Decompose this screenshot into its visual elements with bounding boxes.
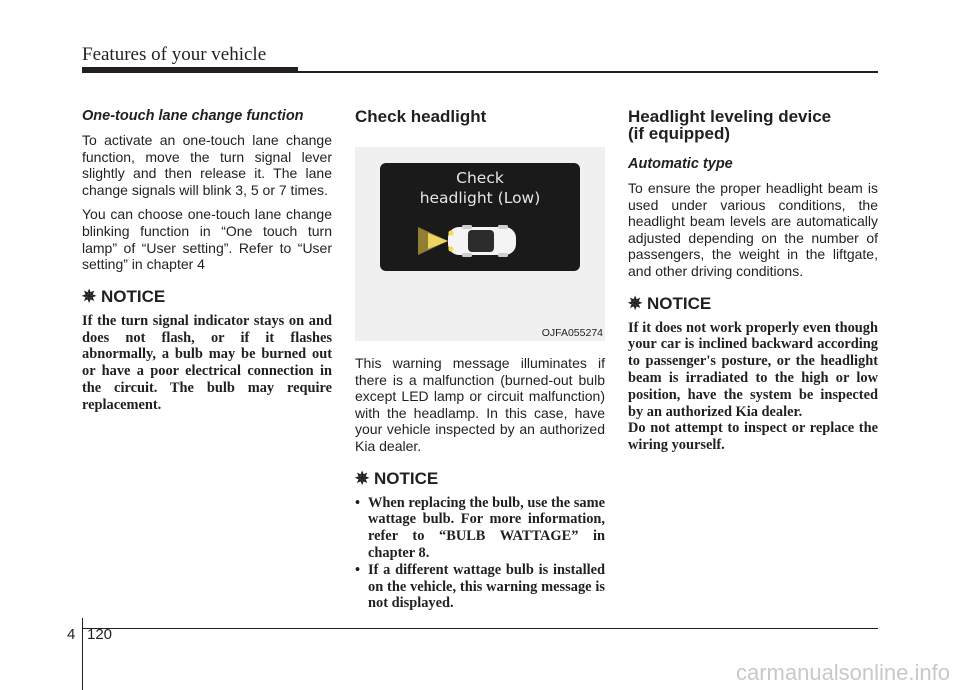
paragraph-beam-levels: To ensure the proper headlight beam is used under various conditions, the headlight beam levels are automatically adjusted depending on the number of passengers, the weight in the liftgate, and other driving conditions. <box>628 180 878 279</box>
heading-line-2: (if equipped) <box>628 124 730 143</box>
notice-text-inspect: If it does not work properly even though your car is inclined backward according to passenger's posture, or the headlight beam is irradiated to the high or low position, have the system be inspected by an authorized Kia dealer. <box>628 319 878 420</box>
column-middle <box>355 108 605 612</box>
heading-check-headlight: Check headlight <box>355 107 487 126</box>
subheading-automatic-type: Automatic type <box>628 156 733 172</box>
paragraph-warning-message: This warning message illuminates if there is a malfunction (burned-out bulb except LED lamp or circuit malfunction) with the headlamp. In this case, have your vehicle inspected by an authorized Kia dealer. <box>355 355 605 454</box>
notice-text: If the turn signal indicator stays on and does not flash, or if it flashes abnormally, a bulb may be burned out or have a poor electrical connection in the circuit. The bulb may require replacement. <box>82 312 332 413</box>
notice-bullet-list <box>355 495 605 613</box>
car-headlight-icon <box>380 163 580 271</box>
display-text-check: Check <box>456 169 504 187</box>
header-rule <box>298 71 878 73</box>
bullet-symbol: • <box>355 561 361 578</box>
cluster-display <box>380 163 580 271</box>
bullet-symbol: • <box>355 494 361 511</box>
page-number: 120 <box>87 626 113 643</box>
chapter-number: 4 <box>67 626 76 643</box>
list-item <box>355 495 605 562</box>
notice-title: ✵ NOTICE <box>82 286 166 306</box>
watermark-text: carmanualsonline.info <box>735 660 950 685</box>
list-item <box>355 562 605 612</box>
bullet-text: When replacing the bulb, use the same wattage bulb. For more information, refer to “BULB WATTAGE” in chapter 8. <box>368 494 605 561</box>
column-right <box>628 108 878 454</box>
notice-title: ✵ NOTICE <box>628 293 712 313</box>
paragraph-activate: To activate an one-touch lane change function, move the turn signal lever slightly and then release it. The lane change signals will blink 3, 5 or 7 times. <box>82 132 332 198</box>
heading-leveling-device <box>628 108 878 142</box>
column-left <box>82 108 332 414</box>
paragraph-choose: You can choose one-touch lane change blinking function in “One touch turn lamp” of “User setting”. Refer to “User setting” in chapter 4 <box>82 206 332 273</box>
header-bar <box>82 67 298 73</box>
figure-cluster-display <box>355 147 605 341</box>
page-header-title: Features of your vehicle <box>82 44 267 65</box>
footer-rule <box>82 628 878 629</box>
display-text-headlight: headlight (Low) <box>419 189 541 207</box>
notice-title: ✵ NOTICE <box>355 468 439 488</box>
footer-divider <box>82 618 83 690</box>
notice-text-wiring: Do not attempt to inspect or replace the wiring yourself. <box>628 420 878 454</box>
bullet-text: If a different wattage bulb is installed on the vehicle, this warning message is not displayed. <box>368 561 605 612</box>
subheading-one-touch: One-touch lane change function <box>82 108 304 124</box>
heading-line-1: Headlight leveling device <box>628 107 832 126</box>
figure-code: OJFA055274 <box>541 327 603 339</box>
